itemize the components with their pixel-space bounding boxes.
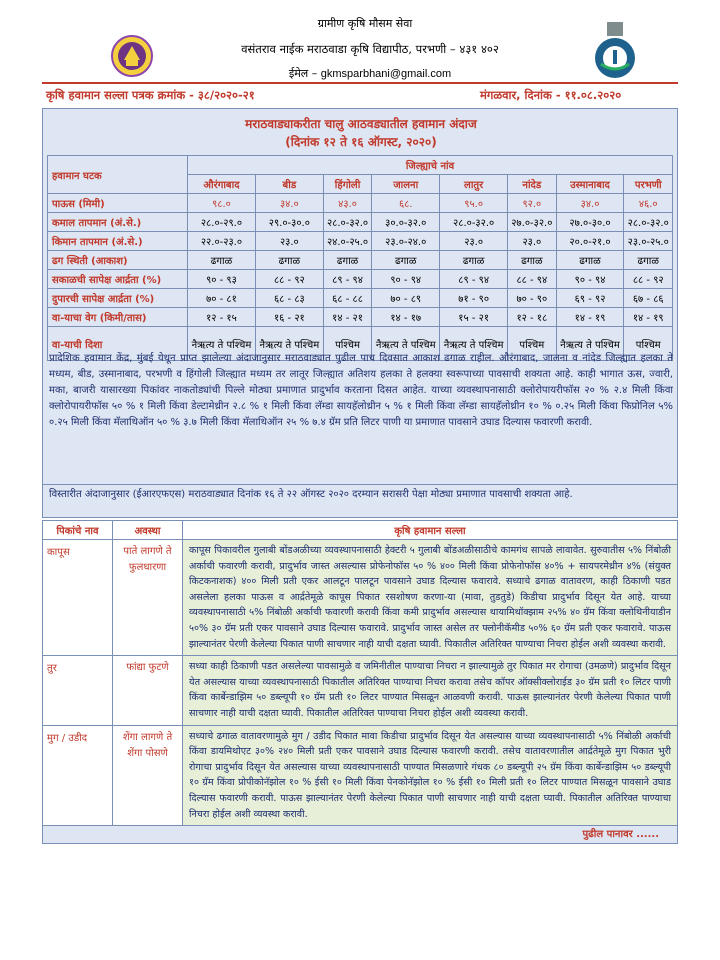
table-cell: १४ - १९	[624, 308, 673, 327]
table-cell: २७.०-३२.०	[508, 213, 556, 232]
crop-advice-header: कृषि हवामान सल्ला	[183, 521, 678, 540]
crop-table-header	[43, 521, 678, 540]
table-cell: ९० - ९४	[556, 270, 624, 289]
district-name: परभणी	[624, 175, 673, 194]
table-cell: ४३.०	[323, 194, 371, 213]
email-address[interactable]: gkmsparbhani@gmail.com	[320, 68, 452, 80]
table-cell: ६८.	[372, 194, 440, 213]
crop-row-cotton	[43, 540, 678, 656]
page-header	[40, 8, 690, 80]
forecast-title: मराठवाड्याकरीता चालु आठवड्यातील हवामान अंदाज	[245, 117, 477, 131]
table-cell: ७० - ९०	[508, 289, 556, 308]
table-cell: ३४.०	[255, 194, 323, 213]
table-cell: ८८ - ९२	[255, 270, 323, 289]
crop-advice: सध्या काही ठिकाणी पडत असलेल्या पावसामुळे व जमिनीतील पाण्याचा निचरा न झाल्यामुळे तुर पिकात मर रोगाचा (उमळणे) प्रादुर्भाव दिसून येत असल्यास याच्या व्यवस्थापनासाठी पिकातील अतिरिक्त पाण्याचा निचरा करावा तसेच कॉपर ऑक्सीक्लोराईड ३० ग्रॅम प्रती १० लिटर पाणी किंवा कार्बेन्डाझिम ५० डब्ल्यूपी १० ग्रॅम प्रती १० लिटर पाण्यात मिसळून आळवणी करावी. पाऊस झाल्यानंतर पेरणी केलेल्या पिकात पाणी साचणार नाही याची दक्षता घ्यावी. पिकातील अतिरिक्त पाण्याचा निचरा होईल अशी व्यवस्था करावी.	[183, 656, 678, 725]
table-cell: ढगाळ	[508, 251, 556, 270]
row-label: ढग स्थिती (आकाश)	[48, 251, 188, 270]
crop-name: मुग / उडीद	[43, 725, 113, 826]
extended-forecast: विस्तारीत अंदाजानुसार (ईआरएफएस) मराठवाड्यात दिनांक १६ ते २२ ऑगस्ट २०२० दरम्यान सरासरी पेक्षा मोठ्या प्रमाणात पावसाची शक्यता आहे.	[49, 489, 573, 500]
table-cell: ३०.०-३२.०	[372, 213, 440, 232]
forecast-dates: (दिनांक १२ ते १६ ऑगस्ट, २०२०)	[285, 135, 437, 149]
email-line	[160, 66, 580, 81]
param-header: हवामान घटक	[48, 156, 188, 194]
table-cell: ६८ - ८३	[255, 289, 323, 308]
row-label: पाऊस (मिमी)	[48, 194, 188, 213]
table-cell: २३.०	[255, 232, 323, 251]
district-header: जिल्ह्याचे नांव	[188, 156, 673, 175]
table-cell: १२ - १८	[508, 308, 556, 327]
table-cell: ९२.०	[508, 194, 556, 213]
table-cell: १४ - २१	[323, 308, 371, 327]
table-cell: २९.०-३०.०	[255, 213, 323, 232]
table-cell: ढगाळ	[556, 251, 624, 270]
max-temp-row	[48, 213, 673, 232]
afternoon-rh-row	[48, 289, 673, 308]
district-name: उस्मानाबाद	[556, 175, 624, 194]
morning-rh-row	[48, 270, 673, 289]
table-cell: २८.०-३२.०	[323, 213, 371, 232]
table-cell: ढगाळ	[188, 251, 256, 270]
table-cell: ३४.०	[556, 194, 624, 213]
table-cell: २८.०-३२.०	[440, 213, 508, 232]
forecast-summary: प्रादेशिक हवामान केंद्र, मुंबई येथून प्राप्त झालेल्या अंदाजानुसार मराठवाड्यात पुढील पाच दिवसात आकाश ढगाळ राहील. औरंगाबाद, जालना व नांदेड जिल्ह्यात हलका ते मध्यम, बीड, उस्मानाबाद, परभणी व हिंगोली जिल्ह्यात मध्यम तर लातूर जिल्ह्यात अतिशय हलका ते हलक्या स्वरूपाच्या पावसाची शक्यता आहे. काही भागात ऊस, ज्वारी, मका, बाजरी यासारख्या पिकांवर नाकतोड्यांची पिल्ले मोठ्या प्रमाणात प्रादुर्भाव करताना दिसत आहेत. याच्या व्यवस्थापनासाठी क्लोरोपायरीफॉस २० % २.४ मिली किंवा क्लोरोपायरीफॉस ५० % १ मिली किंवा डेल्टामेथ्रीन २.८ % १ मिली किंवा लॅम्डा सायहॅलोथ्रीन ५ % १ मिली किंवा लॅम्डा सायहॅलोथ्रीन १० % ०.२५ मिली किंवा फिप्रोनिल ५% ०.२५ मिली किंवा मॅलाथिऑन ५० % ३.७ मिली किंवा मॅलाथिऑन २५ % ७.४ ग्रॅम प्रति लिटर पाणी या प्रमाणात पावसाने उघाड दिल्यास फवारणी करावी.	[49, 353, 673, 428]
crop-name: तुर	[43, 656, 113, 725]
table-cell: २४.०-२५.०	[323, 232, 371, 251]
crop-stage: पाते लागणे ते फुलधारणा	[113, 540, 183, 656]
table-cell: ६७ - ८६	[624, 289, 673, 308]
table-cell: ढगाळ	[372, 251, 440, 270]
cloud-row	[48, 251, 673, 270]
table-cell: ८८ - ९२	[624, 270, 673, 289]
table-cell: ६८ - ८८	[323, 289, 371, 308]
table-cell: ९० - ९४	[372, 270, 440, 289]
table-cell: १५ - २१	[440, 308, 508, 327]
table-cell: पश्चिम	[323, 327, 371, 361]
table-cell: १४ - १७	[372, 308, 440, 327]
crop-advice: सध्याचे ढगाळ वातावरणामुळे मुग / उडीद पिकात मावा किडीचा प्रादुर्भाव दिसून येत असल्यास याच्या व्यवस्थापनासाठी ५% निंबोळी अर्काची किंवा डायमिथोएट ३०% २४० मिली प्रती एकर पावसाने उघाड दिल्यास फवारणी करावी. तसेच वातावरणातील आर्द्रतेमूळे मुग पिकात भुरी रोगाचा प्रादुर्भाव दिसून येत असल्यास याच्या व्यवस्थापनासाठी पाण्यात मिसळणारे गंधक ८० डब्ल्यूपी २५ ग्रॅम किंवा कार्बेन्डाझिम ५० डब्ल्यूपी १० ग्रॅम किंवा प्रोपीकोनॅझोल १० % ईसी १० मिली किंवा पेनकोनॅझोल १० % ईसी १० मिली प्रती १० लिटर पाण्यात मिसळून पावसाने उघाड दिल्यास फवारणी करावी. पाऊस झाल्यानंतर पेरणी केलेल्या पिकात पाणी साचणार नाही याची दक्षता घ्यावी. पिकातील अतिरिक्त पाण्याचा निचरा होईल अशी व्यवस्था करावी.	[183, 725, 678, 826]
table-cell: २८.०-२९.०	[188, 213, 256, 232]
table-cell: ढगाळ	[624, 251, 673, 270]
district-name: जालना	[372, 175, 440, 194]
table-cell: ९० - ९३	[188, 270, 256, 289]
table-cell: २३.०-२४.०	[372, 232, 440, 251]
table-cell: २०.०-२१.०	[556, 232, 624, 251]
table-cell: पश्चिम	[508, 327, 556, 361]
email-prefix: ईमेल –	[288, 67, 321, 80]
bulletin-number: कृषि हवामान सल्ला पत्रक क्रमांक - ३८/२०२०-२१	[46, 88, 255, 102]
crop-name: कापूस	[43, 540, 113, 656]
header-divider	[42, 82, 678, 84]
table-cell: ढगाळ	[255, 251, 323, 270]
row-label: कमाल तापमान (अं.से.)	[48, 213, 188, 232]
table-cell: १६ - २१	[255, 308, 323, 327]
crop-advisory-table	[42, 520, 678, 844]
row-label: वा-याचा वेग (किमी/तास)	[48, 308, 188, 327]
table-cell: नैऋत्य ते पश्चिम	[440, 327, 508, 361]
table-cell: ढगाळ	[440, 251, 508, 270]
extended-forecast-box	[42, 484, 678, 518]
table-cell: पश्चिम	[624, 327, 673, 361]
table-cell: २७.०-३०.०	[556, 213, 624, 232]
crop-row-tur	[43, 656, 678, 725]
table-cell: ४६.०	[624, 194, 673, 213]
district-name: लातुर	[440, 175, 508, 194]
crop-stage: फांद्या फुटणे	[113, 656, 183, 725]
table-cell: नैऋत्य ते पश्चिम	[556, 327, 624, 361]
forecast-box	[42, 108, 678, 518]
table-cell: ९८.०	[188, 194, 256, 213]
table-cell: नैऋत्य ते पश्चिम	[255, 327, 323, 361]
table-cell: नैऋत्य ते पश्चिम	[188, 327, 256, 361]
wind-speed-row	[48, 308, 673, 327]
crop-name-header: पिकांचे नाव	[43, 521, 113, 540]
crop-stage: शेंगा लागणे ते शेंगा पोसणे	[113, 725, 183, 826]
table-cell: २३.०	[508, 232, 556, 251]
table-cell: ७० - ८१	[188, 289, 256, 308]
crop-row-moong-udid	[43, 725, 678, 826]
district-name: नांदेड	[508, 175, 556, 194]
district-name: औरंगाबाद	[188, 175, 256, 194]
row-label: दुपारची सापेक्ष आर्द्रता (%)	[48, 289, 188, 308]
crop-stage-header: अवस्था	[113, 521, 183, 540]
row-label: किमान तापमान (अं.से.)	[48, 232, 188, 251]
table-cell: ८८ - ९४	[508, 270, 556, 289]
service-name: ग्रामीण कृषि मौसम सेवा	[317, 17, 413, 30]
table-cell: २८.०-३२.०	[624, 213, 673, 232]
rainfall-row	[48, 194, 673, 213]
table-cell: ७१ - ९०	[440, 289, 508, 308]
table-cell: नैऋत्य ते पश्चिम	[372, 327, 440, 361]
continued-row	[43, 826, 678, 844]
table-cell: १२ - १५	[188, 308, 256, 327]
university-name: वसंतराव नाईक मराठवाडा कृषि विद्यापीठ, परभणी – ४३१ ४०२	[241, 42, 499, 56]
weather-table	[47, 155, 673, 361]
table-cell: ९५.०	[440, 194, 508, 213]
table-cell: २३.०-२५.०	[624, 232, 673, 251]
table-cell: ६९ - ९२	[556, 289, 624, 308]
row-label: वा-याची दिशा	[48, 327, 188, 361]
district-name: हिंगोली	[323, 175, 371, 194]
bulletin-date: मंगळवार, दिनांक - ११.०८.२०२०	[480, 88, 622, 102]
table-cell: २३.०	[440, 232, 508, 251]
table-cell: ८९ - ९४	[440, 270, 508, 289]
table-cell: ८९ - ९४	[323, 270, 371, 289]
continued-note: पुढील पानावर ......	[43, 826, 678, 844]
university-logo-icon	[110, 34, 154, 78]
table-cell: ढगाळ	[323, 251, 371, 270]
row-label: सकाळची सापेक्ष आर्द्रता (%)	[48, 270, 188, 289]
table-cell: ७० - ८९	[372, 289, 440, 308]
table-cell: २२.०-२३.०	[188, 232, 256, 251]
table-cell: १४ - १९	[556, 308, 624, 327]
min-temp-row	[48, 232, 673, 251]
district-name: बीड	[255, 175, 323, 194]
crop-advice: कापूस पिकावरील गुलाबी बोंडअळीच्या व्यवस्थापनासाठी हेक्टरी ५ गुलाबी बोंडअळीसाठीचे कामगंध सापळे लावावेत. सुरुवातीस ५% निंबोळी अर्काची फवारणी करावी, प्रादुर्भाव जास्त असल्यास प्रोफेनोफॉस ५० % ४०० मिली किंवा प्रोफेनोफॉस ४०% + सायपरमेथ्रीन ४% (संयुक्त किटकनाशक) ४०० मिली प्रती एकर आलटून पालटून पावसाने उघाड दिल्यास फवारावे. सध्याचे ढगाळ वातावरण, काही ठिकाणी पडत असलेला हलका पाऊस व आर्द्रतेमूळे कापूस पिकात रसशोषण करणा-या (मावा, तुडतुडे) किडीचा प्रादुर्भाव दिसून येत आहे. याच्या व्यवस्थापनासाठी ५% निंबोळी अर्काची फवारणी करावी किंवा कमी प्रादुर्भाव असल्यास थायामिथॉक्झाम २५% ४० ग्रॅम किंवा क्लोथिनीयाडीन ५०% ३० ग्रॅम प्रती एकर पावसाने उघाड दिल्यास फवारावे. प्रादुर्भाव जास्त असेल तर फ्लोनीकॅमीड ५०% ६० ग्रॅम प्रती एकर फवारावे. पाऊस झाल्यानंतर पेरणी केलेल्या पिकात पाणी साचणार नाही याची दक्षता घ्यावी. पिकातील अतिरिक्त पाण्याचा निचरा होईल अशी व्यवस्था करावी.	[183, 540, 678, 656]
